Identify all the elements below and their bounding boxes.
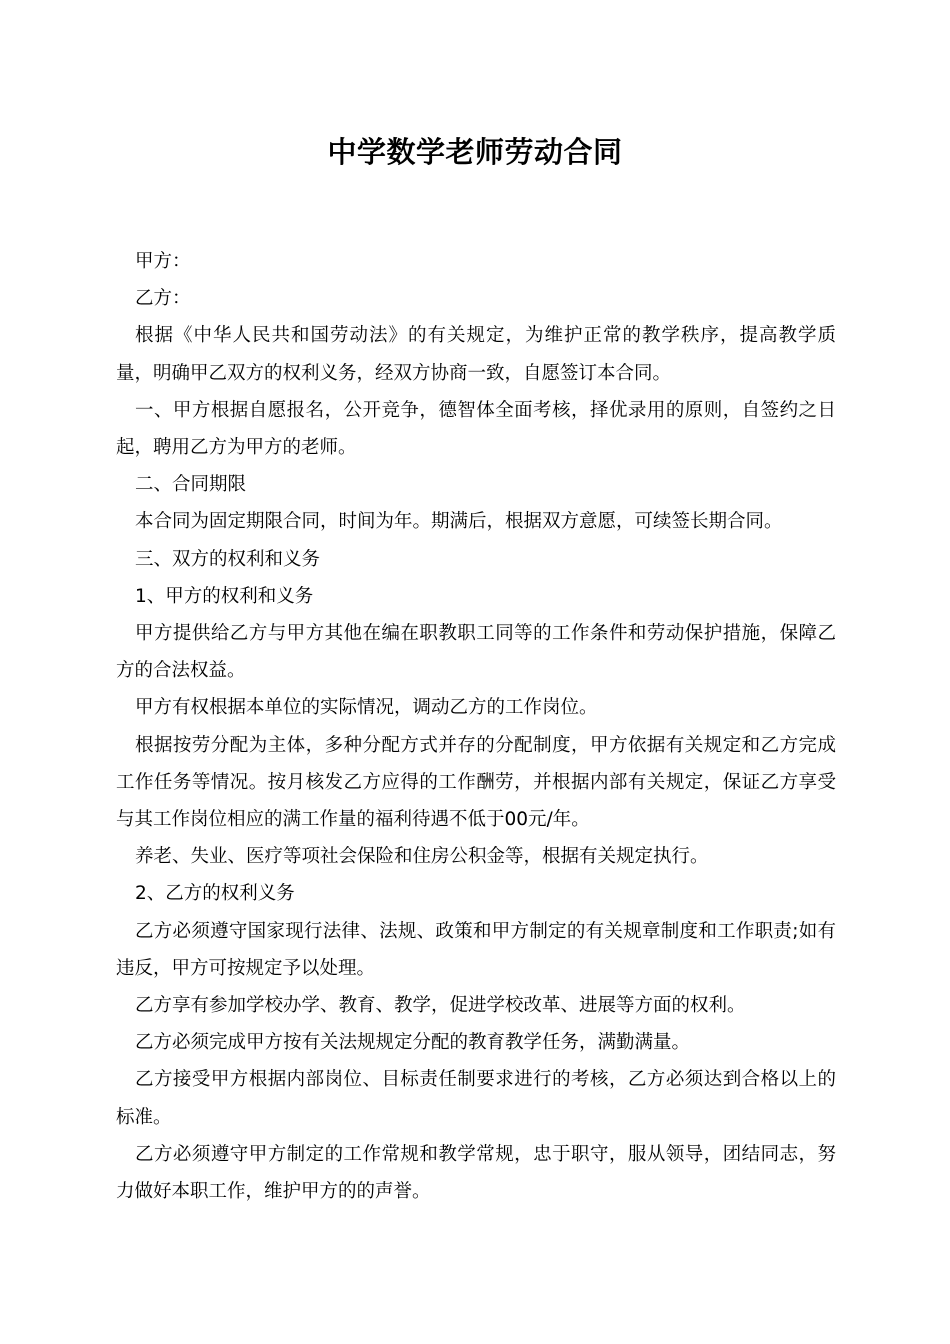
document-body <box>116 243 836 1210</box>
clause-1-paragraph: 一、甲方根据自愿报名，公开竞争，德智体全面考核，择优录用的原则，自签约之日起，聘用乙方为甲方的老师。 <box>116 399 836 459</box>
party-b-duty-paragraph-2: 乙方享有参加学校办学、教育、教学，促进学校改革、进展等方面的权利。 <box>135 995 746 1017</box>
party-b-duty-paragraph-4: 乙方接受甲方根据内部岗位、目标责任制要求进行的考核，乙方必须达到合格以上的标准。 <box>116 1069 836 1128</box>
clause-3-heading: 三、双方的权利和义务 <box>135 548 321 570</box>
party-a-line: 甲方： <box>135 251 191 272</box>
party-a-duty-paragraph-2: 甲方有权根据本单位的实际情况，调动乙方的工作岗位。 <box>135 697 598 719</box>
party-b-duty-paragraph-3: 乙方必须完成甲方按有关法规规定分配的教育教学任务，满勤满量。 <box>135 1032 691 1054</box>
party-b-duty-paragraph-1: 乙方必须遵守国家现行法律、法规、政策和甲方制定的有关规章制度和工作职责;如有违反，甲方可按规定予以处理。 <box>116 920 836 979</box>
contract-term-paragraph: 本合同为固定期限合同，时间为年。期满后，根据双方意愿，可续签长期合同。 <box>135 511 783 533</box>
party-b-line: 乙方： <box>135 288 191 310</box>
preamble-paragraph: 根据《中华人民共和国劳动法》的有关规定，为维护正常的教学秩序，提高教学质量，明确甲乙双方的权利义务，经双方协商一致，自愿签订本合同。 <box>116 325 836 384</box>
party-a-duty-paragraph-3: 根据按劳分配为主体，多种分配方式并存的分配制度，甲方依据有关规定和乙方完成工作任务等情况。按月核发乙方应得的工作酬劳，并根据内部有关规定，保证乙方享受与其工作岗位相应的满工作量的福利待遇不低于00元/年。 <box>116 734 836 831</box>
party-a-duty-paragraph-4: 养老、失业、医疗等项社会保险和住房公积金等，根据有关规定执行。 <box>135 846 709 868</box>
party-a-duty-paragraph-1: 甲方提供给乙方与甲方其他在编在职教职工同等的工作条件和劳动保护措施，保障乙方的合法权益。 <box>116 623 836 682</box>
subclause-2-heading: 2、乙方的权利义务 <box>135 883 295 905</box>
party-b-duty-paragraph-5: 乙方必须遵守甲方制定的工作常规和教学常规，忠于职守，服从领导，团结同志，努力做好本职工作，维护甲方的的声誉。 <box>116 1143 836 1203</box>
subclause-1-heading: 1、甲方的权利和义务 <box>135 585 314 607</box>
document-title: 中学数学老师劳动合同 <box>327 135 623 169</box>
clause-2-heading: 二、合同期限 <box>135 474 247 496</box>
